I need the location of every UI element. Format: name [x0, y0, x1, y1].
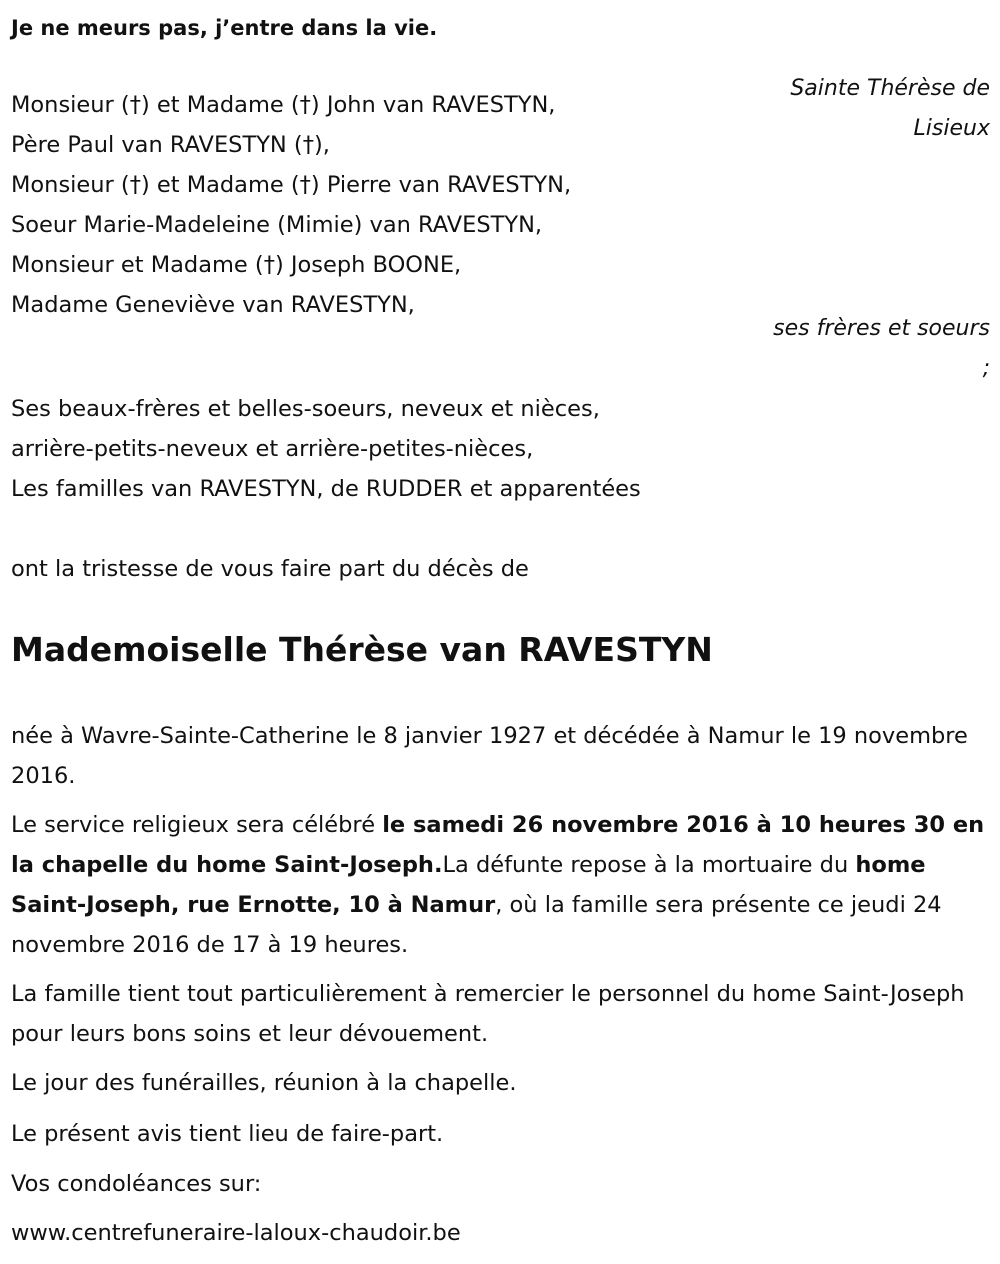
- funeral-day: Le jour des funérailles, réunion à la chapelle.: [11, 1070, 517, 1096]
- siblings-label: [773, 309, 990, 389]
- siblings-list: [11, 85, 571, 325]
- sibling-line: Madame Geneviève van RAVESTYN,: [11, 292, 415, 318]
- epigraph-author: [790, 69, 990, 149]
- mortuary-address: home Saint-Joseph, rue Ernotte, 10 à Namur: [11, 852, 926, 918]
- sibling-line: Père Paul van RAVESTYN (†),: [11, 132, 330, 158]
- service-text: , où la famille sera présente ce jeudi 24 novembre 2016 de 17 à 19 heures.: [11, 892, 942, 958]
- sibling-line: Monsieur et Madame (†) Joseph BOONE,: [11, 252, 462, 278]
- epigraph: Je ne meurs pas, j’entre dans la vie.: [11, 16, 438, 40]
- service-date: le samedi 26 novembre 2016 à 10 heures 30 en la chapelle du home Saint-Joseph.: [11, 812, 985, 878]
- announcement: ont la tristesse de vous faire part du décès de: [11, 556, 529, 582]
- sibling-line: Monsieur (†) et Madame (†) John van RAVESTYN,: [11, 92, 556, 118]
- birth-death: née à Wavre-Sainte-Catherine le 8 janvier 1927 et décédée à Namur le 19 novembre 2016.: [11, 723, 968, 789]
- relatives-line: Ses beaux-frères et belles-soeurs, neveux et nièces,: [11, 396, 600, 422]
- service-text: Le service religieux sera célébré: [11, 812, 383, 838]
- website-link[interactable]: www.centrefuneraire-laloux-chaudoir.be: [11, 1220, 461, 1246]
- siblings-label-line: ;: [982, 356, 990, 381]
- siblings-label-line: ses frères et soeurs: [773, 316, 990, 341]
- relatives-line: Les familles van RAVESTYN, de RUDDER et apparentées: [11, 476, 641, 502]
- relatives-list: [11, 389, 641, 509]
- epigraph-author-line: Lisieux: [913, 116, 990, 141]
- deceased-name: Mademoiselle Thérèse van RAVESTYN: [11, 630, 713, 669]
- epigraph-author-line: Sainte Thérèse de: [790, 76, 990, 101]
- sibling-line: Soeur Marie-Madeleine (Mimie) van RAVESTYN,: [11, 212, 543, 238]
- service-text: La défunte repose à la mortuaire du: [442, 852, 856, 878]
- thanks: La famille tient tout particulièrement à remercier le personnel du home Saint-Joseph pour leurs bons soins et leur dévouement.: [11, 981, 965, 1047]
- condolences-label: Vos condoléances sur:: [11, 1171, 262, 1197]
- sibling-line: Monsieur (†) et Madame (†) Pierre van RAVESTYN,: [11, 172, 572, 198]
- service-info: [11, 805, 996, 965]
- relatives-line: arrière-petits-neveux et arrière-petites-nièces,: [11, 436, 534, 462]
- notice: Le présent avis tient lieu de faire-part.: [11, 1121, 444, 1147]
